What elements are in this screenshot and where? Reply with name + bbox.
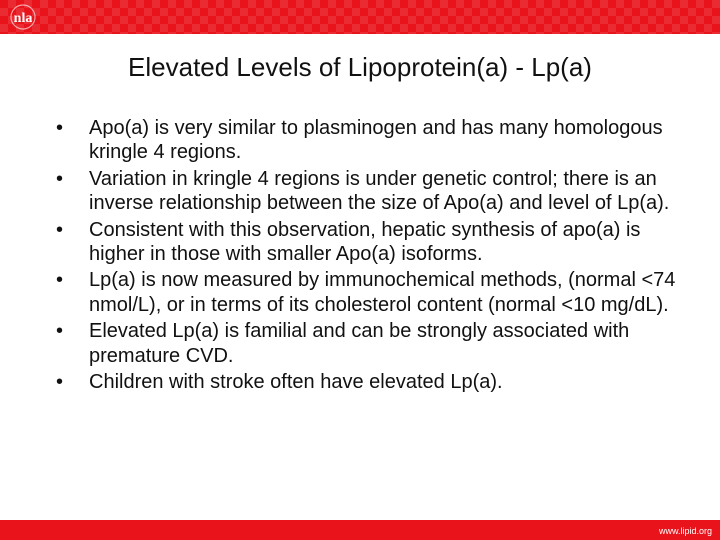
bullet-icon: •: [56, 269, 64, 292]
bullet-text: Lp(a) is now measured by immunochemical methods, (normal <74 nmol/L), or in terms of its cholesterol content (normal <10 mg/dL).: [89, 269, 676, 316]
list-item: [56, 167, 676, 216]
bullet-icon: •: [56, 167, 64, 190]
nla-logo: [6, 3, 40, 31]
bullet-icon: •: [56, 218, 64, 241]
svg-text:nla: nla: [13, 11, 33, 26]
header-banner: [0, 0, 720, 34]
bullet-text: Apo(a) is very similar to plasminogen and has many homologous kringle 4 regions.: [89, 117, 663, 164]
slide-title: Elevated Levels of Lipoprotein(a) - Lp(a): [128, 52, 592, 82]
bullet-text: Children with stroke often have elevated Lp(a).: [89, 371, 503, 394]
bullet-text: Variation in kringle 4 regions is under genetic control; there is an inverse relationship between the size of Apo(a) and level of Lp(a).: [89, 167, 670, 215]
bullet-icon: •: [56, 117, 64, 139]
bullet-text: Consistent with this observation, hepatic synthesis of apo(a) is higher in those with smaller Apo(a) isoforms.: [89, 218, 641, 266]
footer-url[interactable]: www.lipid.org: [658, 526, 712, 536]
bullet-icon: •: [56, 320, 64, 343]
bullet-list: [56, 116, 676, 396]
list-item: [56, 218, 676, 267]
bullet-icon: •: [56, 371, 64, 394]
footer-bar: [0, 520, 720, 540]
list-item: [56, 116, 676, 165]
list-item: [56, 370, 676, 394]
list-item: [56, 319, 676, 368]
list-item: [56, 268, 676, 317]
bullet-text: Elevated Lp(a) is familial and can be strongly associated with premature CVD.: [89, 320, 630, 367]
